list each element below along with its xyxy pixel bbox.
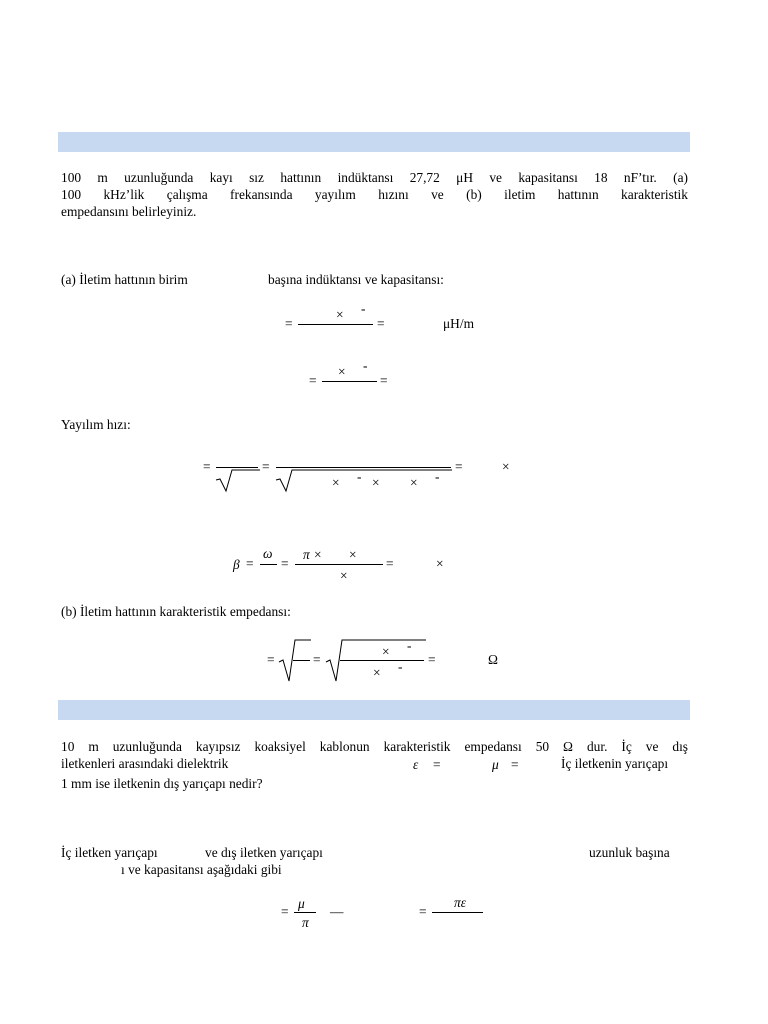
impedance-den-times: × [373, 665, 381, 680]
problem-1-line-3: empedansını belirleyiniz. [61, 204, 197, 219]
impedance-eq-sign-2: = [313, 652, 321, 667]
impedance-unit: Ω [488, 652, 498, 667]
problem-2-eq-sign-2: = [511, 757, 519, 772]
beta-fraction-bar-1 [260, 564, 277, 565]
capacitance-times: × [338, 364, 346, 379]
inductance-fraction-bar [298, 324, 373, 325]
beta-eq-sign-3: = [386, 556, 394, 571]
inductance-eq-sign-2: = [377, 316, 385, 331]
solution-2-l-mu: μ [298, 896, 305, 911]
solution-2-line-1-left: İç iletken yarıçapı [61, 845, 158, 860]
problem-1-line-1-right: hattının indüktansı 27,72 μH ve kapasitansı 18 nF’tır. (a) [280, 170, 688, 185]
part-a-heading-left: (a) İletim hattının birim [61, 272, 188, 287]
inductance-eq-sign: = [285, 316, 293, 331]
solution-2-line-1-right: uzunluk başına [589, 845, 670, 860]
problem-2-mu: μ [492, 757, 499, 772]
solution-2-c-fraction-bar [432, 912, 483, 913]
impedance-den-minus: - [398, 659, 403, 674]
impedance-eq-sign-3: = [428, 652, 436, 667]
solution-2-l-dash: — [330, 904, 344, 919]
problem-1-line-2-left: 100 kHz’lik çalışma frekansında yayılım hızını [61, 187, 409, 202]
problem-1-line-2-right: ve (b) iletim hattının karakteristik [431, 187, 688, 202]
problem-1-statement [61, 169, 688, 220]
problem-2-eq-sign-1: = [433, 757, 441, 772]
inductance-minus: - [361, 301, 366, 316]
solution-2-l-eq-sign: = [281, 904, 289, 919]
part-a-heading-right: başına indüktansı ve kapasitansı: [268, 272, 444, 287]
beta-num-times-1: × [314, 547, 322, 562]
problem-1-line-1 [61, 169, 688, 186]
velocity-radical-2 [275, 468, 453, 493]
velocity-den-times-1: × [332, 475, 340, 490]
beta-eq-sign-1: = [246, 556, 254, 571]
velocity-eq-sign-3: = [455, 459, 463, 474]
beta-den-times: × [340, 568, 348, 583]
problem-1-line-2 [61, 186, 688, 203]
velocity-label: Yayılım hızı: [61, 417, 131, 432]
solution-2-line-2: ı ve kapasitansı aşağıdaki gibi [121, 862, 282, 877]
section-header-band-1 [58, 132, 690, 152]
capacitance-eq-sign-2: = [380, 373, 388, 388]
velocity-den-times-2: × [372, 475, 380, 490]
problem-2-line-2-left: iletkenleri arasındaki dielektrik [61, 756, 229, 771]
inductance-unit: μH/m [443, 316, 474, 331]
problem-2-line-2-right: İç iletkenin yarıçapı [561, 756, 669, 771]
beta-symbol: β [233, 557, 240, 572]
beta-fraction-bar-2 [295, 564, 383, 565]
capacitance-minus: - [363, 358, 368, 373]
beta-eq-sign-2: = [281, 556, 289, 571]
capacitance-fraction-bar [322, 381, 377, 382]
impedance-num-minus: - [407, 638, 412, 653]
solution-2-l-pi: π [302, 915, 309, 930]
problem-1-line-1-left: 100 m uzunluğunda kayı sız [61, 170, 264, 185]
solution-2-line-1-mid: ve dış iletken yarıçapı [205, 845, 323, 860]
velocity-result-times: × [502, 459, 510, 474]
part-b-heading: (b) İletim hattının karakteristik empedansı: [61, 604, 291, 619]
section-header-band-2 [58, 700, 690, 720]
velocity-eq-sign-1: = [203, 459, 211, 474]
impedance-num-times: × [382, 644, 390, 659]
velocity-eq-sign-2: = [262, 459, 270, 474]
impedance-fraction-bar-1 [293, 660, 310, 661]
capacitance-eq-sign: = [309, 373, 317, 388]
inductance-times: × [336, 307, 344, 322]
solution-2-c-eq-sign: = [419, 904, 427, 919]
velocity-radical-1 [215, 468, 261, 493]
problem-2-line-1: 10 m uzunluğunda kayıpsız koaksiyel kablonun karakteristik empedansı 50 Ω dur. İç ve dış [61, 739, 688, 754]
problem-2-statement [61, 738, 688, 755]
velocity-den-times-3: × [410, 475, 418, 490]
velocity-den-minus-1: - [357, 469, 362, 484]
velocity-den-minus-2: - [435, 469, 440, 484]
solution-2-l-fraction-bar [294, 912, 316, 913]
problem-2-line-3: 1 mm ise iletkenin dış yarıçapı nedir? [61, 776, 263, 791]
solution-2-c-numerator: πε [454, 895, 466, 910]
beta-num-times-2: × [349, 547, 357, 562]
beta-result-times: × [436, 556, 444, 571]
impedance-fraction-bar-2 [340, 660, 424, 661]
problem-2-epsilon: ε [413, 757, 419, 772]
beta-pi: π [303, 547, 310, 562]
impedance-eq-sign-1: = [267, 652, 275, 667]
beta-omega: ω [263, 546, 273, 561]
